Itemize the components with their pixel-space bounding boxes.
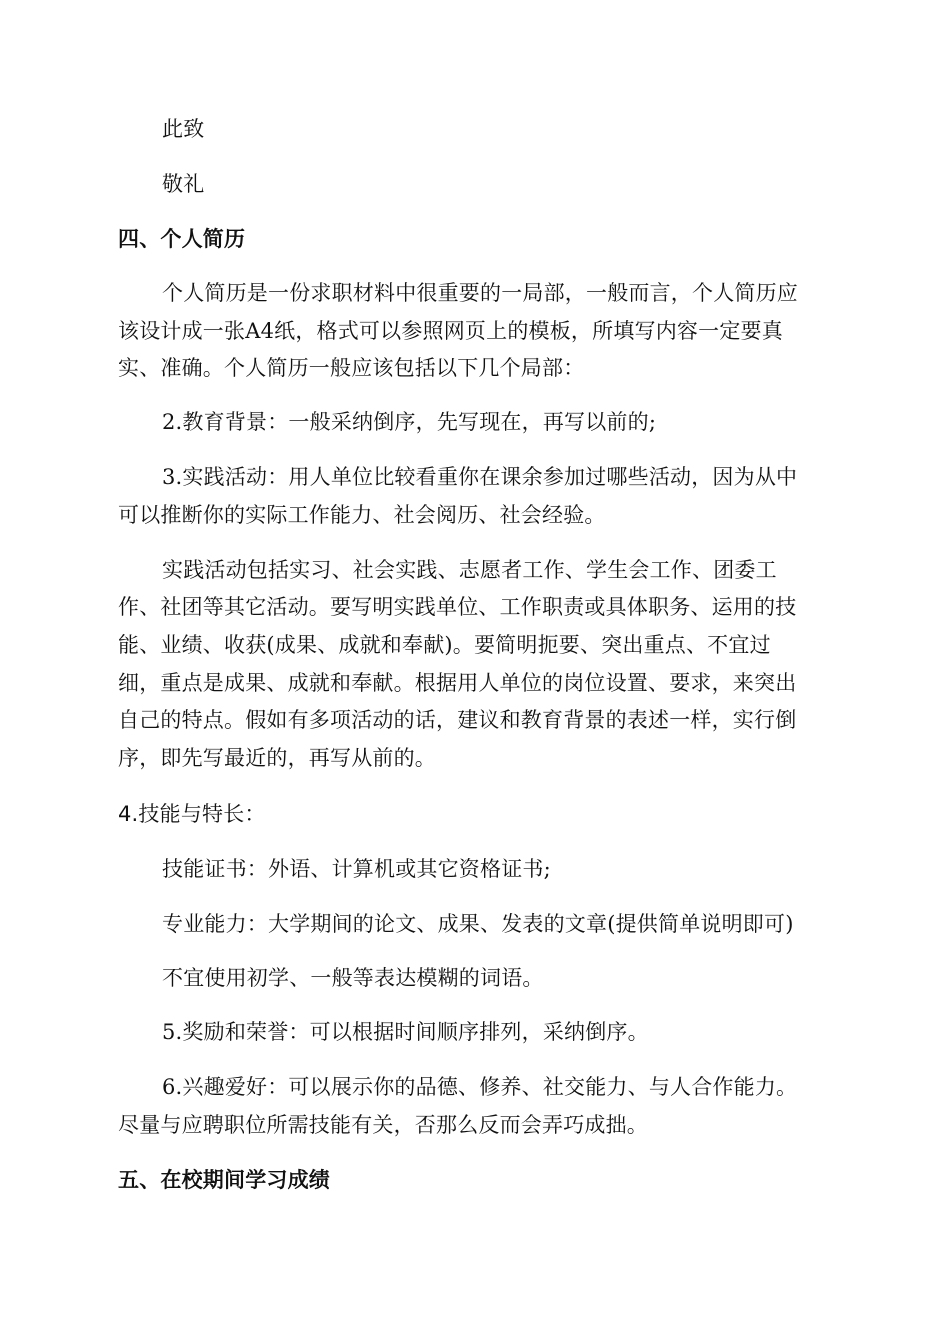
item-3-line-2: 可以推断你的实际工作能力、社会阅历、社会经验。 [118, 503, 606, 527]
item-3-line-1: 3.实践活动：用人单位比较看重你在课余参加过哪些活动，因为从中 [162, 465, 798, 489]
practice-line-3: 能、业绩、收获(成果、成就和奉献)。要简明扼要、突出重点、不宜过 [118, 633, 771, 657]
item-4-heading: 4.技能与特长： [118, 802, 266, 826]
skills-professional: 专业能力：大学期间的论文、成果、发表的文章(提供简单说明即可) [162, 912, 794, 936]
practice-line-2: 作、社团等其它活动。要写明实践单位、工作职责或具体职务、运用的技 [118, 595, 797, 619]
section-5-heading: 五、在校期间学习成绩 [118, 1168, 330, 1192]
practice-line-4: 细，重点是成果、成就和奉献。根据用人单位的岗位设置、要求，来突出 [118, 671, 797, 695]
intro-line-2: 该设计成一张A4纸，格式可以参照网页上的模板，所填写内容一定要真 [118, 319, 783, 343]
section-4-heading: 四、个人简历 [118, 227, 246, 251]
skills-note: 不宜使用初学、一般等表达模糊的词语。 [162, 966, 544, 990]
item-2-education: 2.教育背景：一般采纳倒序，先写现在，再写以前的; [162, 410, 657, 434]
practice-line-6: 序，即先写最近的，再写从前的。 [118, 746, 436, 770]
intro-line-1: 个人简历是一份求职材料中很重要的一局部，一般而言，个人简历应 [162, 281, 798, 305]
practice-line-5: 自己的特点。假如有多项活动的话，建议和教育背景的表述一样，实行倒 [118, 708, 797, 732]
intro-line-3: 实、准确。个人简历一般应该包括以下几个局部： [118, 356, 585, 380]
closing-line-1: 此致 [162, 117, 205, 141]
item-6-line-1: 6.兴趣爱好：可以展示你的品德、修养、社交能力、与人合作能力。 [162, 1075, 798, 1099]
item-5-awards: 5.奖励和荣誉：可以根据时间顺序排列，采纳倒序。 [162, 1020, 649, 1044]
item-6-line-2: 尽量与应聘职位所需技能有关，否那么反而会弄巧成拙。 [118, 1113, 648, 1137]
practice-line-1: 实践活动包括实习、社会实践、志愿者工作、学生会工作、团委工 [162, 558, 777, 582]
closing-line-2: 敬礼 [162, 172, 205, 196]
skills-certificates: 技能证书：外语、计算机或其它资格证书; [162, 857, 551, 881]
